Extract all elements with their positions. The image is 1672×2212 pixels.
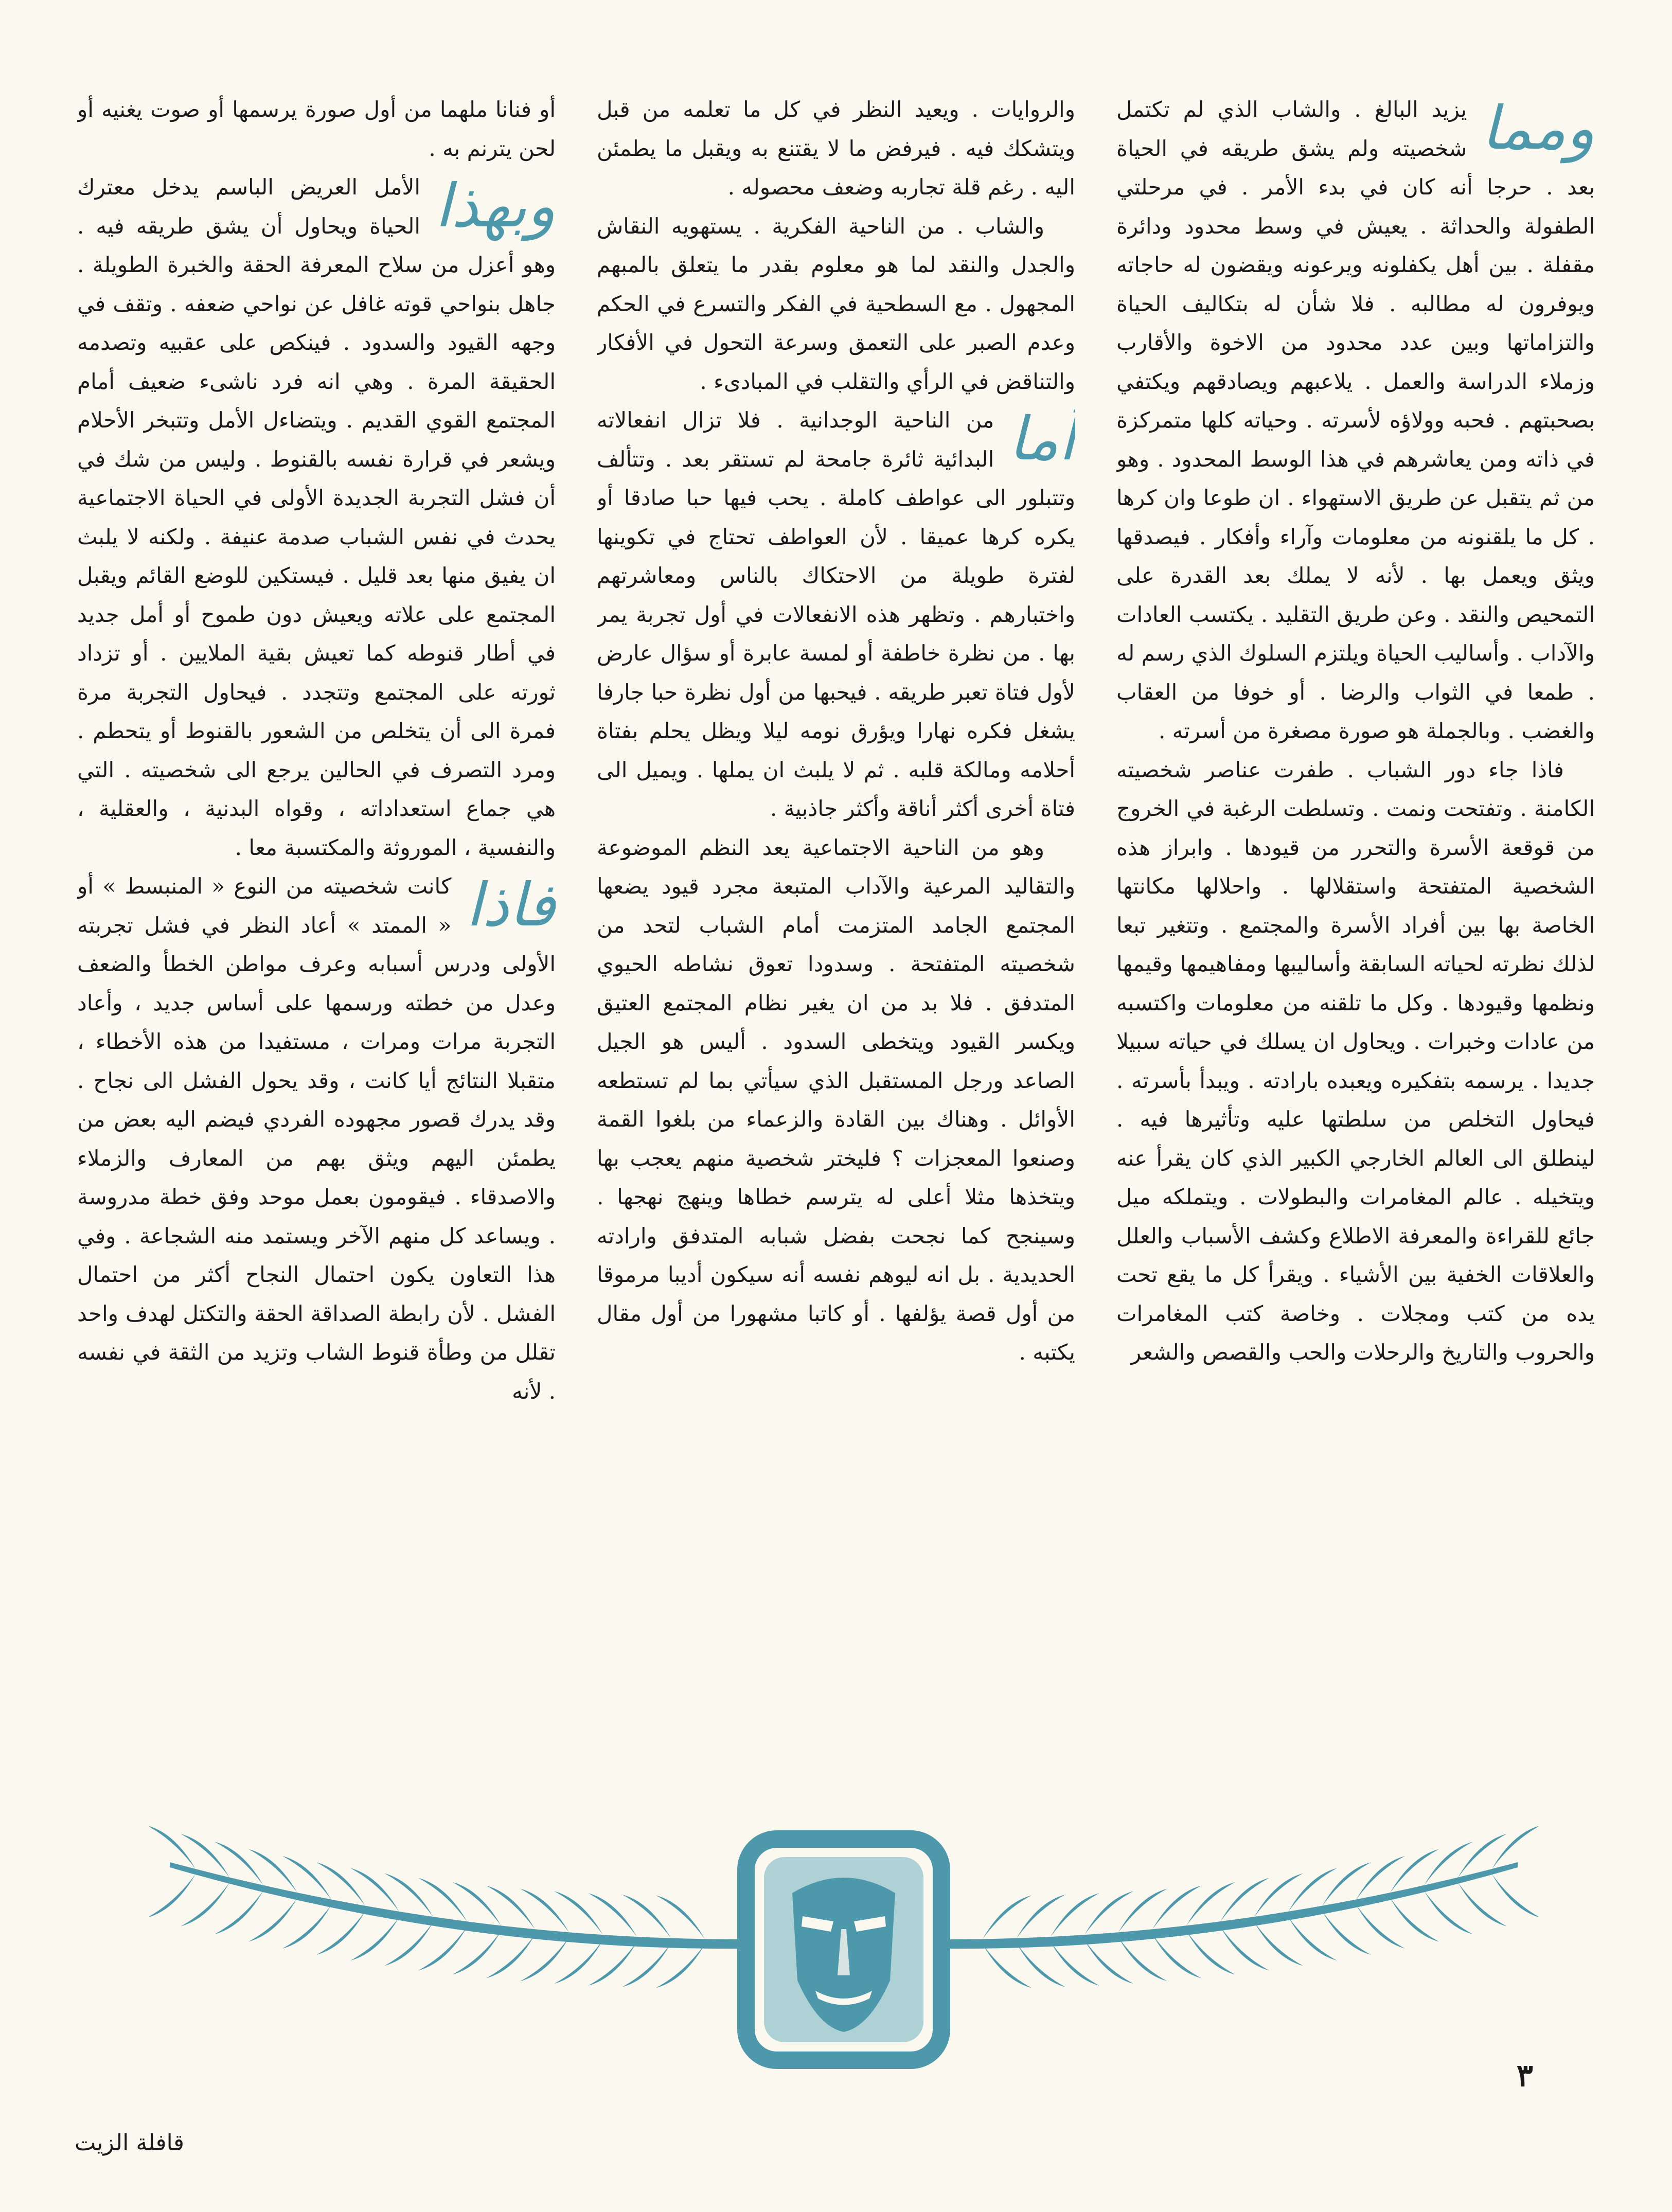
magazine-name: قافلة الزيت [75,2130,184,2156]
laurel-leaf [1492,1874,1538,1918]
laurel-leaf [1458,1883,1507,1926]
laurel-leaf [983,1944,1031,1988]
paragraph: يزيد البالغ . والشاب الذي لم تكتمل شخصيته ولم يشق طريقه في الحياة بعد . حرجا أنه كان في بدء الأمر . في مرحلتي الطفولة والحداثة . يعيش في وسط محدود ودائرة مقفلة . بين أهل يكفلونه ويرعونه ويقضون له حاجاته ويوفرون له مطالبه . فلا شأن له بتكاليف الحياة والتزاماتها وبين عدد محدود من الاخوة والأقارب وزملاء الدراسة والعمل . يلاعبهم ويصادقهم ويكتفي بصحبتهم . فحبه وولاؤه لأسرته . وحياته كلها متمركزة في ذاته ومن يعاشرهم في هذا الوسط المحدود . وهو من ثم يتقبل عن طريق الاستهواء . ان طوعا وان كرها . كل ما يلقنونه من معلومات وآراء وأفكار . فيصدقها ويثق ويعمل بها . لأنه لا يملك بعد القدرة على التمحيص والنقد . وعن طريق التقليد . يكتسب العادات والآداب . وأساليب الحياة ويلتزم السلوك الذي رسم له . طمعا في الثواب والرضا . أو خوفا من العقاب والغضب . وبالجملة هو صورة مصغرة من أسرته . [1116,97,1595,743]
laurel-leaf [1051,1893,1099,1937]
article-columns [77,90,1595,1741]
paragraph: فاذا جاء دور الشباب . طفرت عناصر شخصيته الكامنة . وتفتحت ونمت . وتسلطت الرغبة في الخروج من قوقعة الأسرة والتحرر من قيودها . وابراز هذه الشخصية المتفتحة واستقلالها . واحلالها مكانتها الخاصة بها بين أفراد الأسرة والمجتمع . وتتغير تبعا لذلك نظرته لحياته السابقة وأساليبها ومفاهيمها وقيمها ونظمها وقيودها . وكل ما تلقنه من معلومات واكتسبه من عادات وخبرات . ويحاول ان يسلك في حياته سبيلا جديدا . يرسمه بتفكيره ويعبده بارادته . ويبدأ بأسرته . فيحاول التخلص من سلطتها عليه وتأثيرها فيه . لينطلق الى العالم الخارجي الكبير الذي كان يقرأ عنه ويتخيله . عالم المغامرات والبطولات . ويتملكه ميل جائع للقراءة والمعرفة الاطلاع وكشف الأسباب والعلل والعلاقات الخفية بين الأشياء . ويقرأ كل ما يقع تحت يده من كتب ومجلات . وخاصة كتب المغامرات والحروب والتاريخ والرحلات والحب والقصص والشعر [1116,757,1595,1365]
paragraph: من الناحية الوجدانية . فلا تزال انفعالاته البدائية ثائرة جامحة لم تستقر بعد . وتتألف وتتبلور الى عواطف كاملة . يحب فيها حبا صادقا أو يكره كرها عميقا . لأن العواطف تحتاج في تكوينها لفترة طويلة من الاحتكاك بالناس ومعاشرتهم واختبارهم . وتظهر هذه الانفعالات في أول تجربة يمر بها . من نظرة خاطفة أو لمسة عابرة أو سؤال عارض لأول فتاة تعبر طريقه . فيحبها من أول نظرة حبا جارفا يشغل فكره نهارا ويؤرق نومه ليلا ويظل يحلم بفتاة أحلامه ومالكة قلبه . ثم لا يلبث ان يملها . ويميل الى فتاة أخرى أكثر أناقة وأكثر جاذبية . [597,407,1075,821]
laurel-leaf [1220,1878,1269,1922]
laurel-leaf [181,1883,229,1926]
laurel-leaf [1424,1890,1473,1934]
laurel-leaf [1492,1825,1538,1869]
laurel-leaf [418,1878,467,1922]
laurel-leaf [520,1937,569,1981]
paragraph: أو فنانا ملهما من أول صورة يرسمها أو صوت يغنيه أو لحن يترنم به . [77,97,556,161]
paragraph: وهو من الناحية الاجتماعية يعد النظم الموضوعة والتقاليد المرعية والآداب المتبعة مجرد قيود يضعها المجتمع الجامد المتزمت أمام الشباب لتحد من شخصيته المتفتحة . وسدودا تعوق نشاطه الحيوي المتدفق . فلا بد من ان يغير نظام المجتمع العتيق ويكسر القيود ويتخطى السدود . أليس هو الجيل الصاعد ورجل المستقبل الذي سيأتي بما لم تستطعه الأوائل . وهناك بين القادة والزعماء من بلغوا القمة وصنعوا المعجزات ؟ فليختر شخصية منهم يعجب بها ويتخذها مثلا أعلى له يترسم خطاها وينهج نهجها . وسينجح كما نجحت بفضل شبابه المتدفق وارادته الحديدية . بل انه ليوهم نفسه أنه سيكون أديبا مرموقا من أول قصة يؤلفها . أو كاتبا مشهورا من أول مقال يكتبه . [597,834,1075,1365]
paragraph: والشاب . من الناحية الفكرية . يستهويه النقاش والجدل والنقد لما هو معلوم بقدر ما يتعلق بالمبهم المجهول . مع السطحية في الفكر والتسرع في الحكم وعدم الصبر على التعمق وسرعة التحول في الأفكار والتناقض في الرأي والتقلب في المبادىء . [597,213,1075,394]
page-number: ٣ [1516,2058,1533,2094]
column-left [77,90,556,1741]
laurel-leaf [622,1943,671,1987]
laurel-leaf [1390,1898,1439,1942]
laurel-leaf [1017,1895,1065,1938]
mask-icon [746,1839,941,2060]
laurel-leaf [983,1895,1031,1939]
laurel-leaf [622,1895,671,1938]
laurel-leaf [282,1905,331,1949]
laurel-leaf [1322,1911,1371,1955]
laurel-leaf [1084,1891,1133,1935]
laurel-leaf [149,1874,195,1918]
laurel-leaf [1051,1942,1099,1986]
laurel-leaf [554,1891,603,1935]
laurel-leaf [1084,1940,1133,1984]
laurel-leaf [215,1890,263,1934]
lead-word-amma: أما [1008,404,1075,474]
laurel-leaf [554,1940,603,1984]
laurel-leaf [588,1893,637,1937]
laurel-leaf [1017,1943,1065,1987]
paragraph: الأمل العريض الباسم يدخل معترك الحياة ويحاول أن يشق طريقه فيه . وهو أعزل من سلاح المعرفة الحقة والخبرة الطويلة . جاهل بنواحي قوته غافل عن نواحي ضعفه . وتقف في وجهه القيود والسدود . فينكص على عقبيه وتصدمه الحقيقة المرة . وهي انه فرد ناشىء ضعيف أمام المجتمع القوي القديم . ويتضاءل الأمل وتتبخر الأحلام ويشعر في قرارة نفسه بالقنوط . وليس من شك في أن فشل التجربة الجديدة الأولى في الحياة الاجتماعية يحدث في نفس الشباب صدمة عنيفة . ولكنه لا يلبث ان يفيق منها بعد قليل . فيستكين للوضع القائم ويقبل المجتمع على علاته ويعيش دون طموح أو أمل جديد في أطار قنوطه كما تعيش بقية الملايين . أو تزداد ثورته على المجتمع وتتجدد . فيحاول التجربة مرة فمرة الى أن يتخلص من الشعور بالقنوط أو يتحطم . ومرد التصرف في الحالين يرجع الى شخصيته . التي هي جماع استعداداته ، وقواه البدنية ، والعقلية ، والنفسية ، الموروثة والمكتسبة معا . [77,174,556,860]
laurel-leaf [149,1825,195,1869]
laurel-leaf [350,1917,399,1960]
paragraph: كانت شخصيته من النوع « المنبسط » أو « الممتد » أعاد النظر في فشل تجربته الأولى ودرس أسبابه وعرف مواطن الخطأ والضعف وعدل من خطته ورسمها على أساس جديد ، وأعاد التجربة مرات ومرات ، مستفيدا من هذه الأخطاء ، متقبلا النتائج أيا كانت ، وقد يحول الفشل الى نجاح . وقد يدرك قصور مجهوده الفردي فيضم اليه بعض من يطمئن اليهم ويثق بهم من المعارف والزملاء والاصدقاء . فيقومون بعمل موحد وفق خطة مدروسة . ويساعد كل منهم الآخر ويستمد منه الشجاعة . وفي هذا التعاون يكون احتمال النجاح أكثر من احتمال الفشل . لأن رابطة الصداقة الحقة والتكتل لهدف واحد تقلل من وطأة قنوط الشاب وتزيد من الثقة في نفسه . لأنه [77,873,556,1404]
mask-laurel-ornament [149,1785,1538,2094]
laurel-leaf [248,1898,297,1942]
laurel-leaf [588,1942,637,1986]
paragraph: والروايات . ويعيد النظر في كل ما تعلمه من قبل ويتشكك فيه . فيرفض ما لا يقتنع به ويقبل ما يطمئن اليه . رغم قلة تجاربه وضعف محصوله . [597,97,1075,200]
column-right [1116,90,1595,1741]
lead-word-wabihatha: وبهذا [435,171,556,241]
laurel-leaf [1288,1917,1337,1960]
lead-word-faitha: فاذا [466,870,556,940]
laurel-leaf [1356,1905,1405,1949]
column-middle [597,90,1075,1741]
laurel-leaf [656,1895,705,1939]
laurel-leaf [1118,1937,1167,1981]
laurel-leaf [656,1944,705,1988]
laurel-leaf [316,1911,365,1955]
lead-word-wamimma: ومما [1481,94,1595,163]
